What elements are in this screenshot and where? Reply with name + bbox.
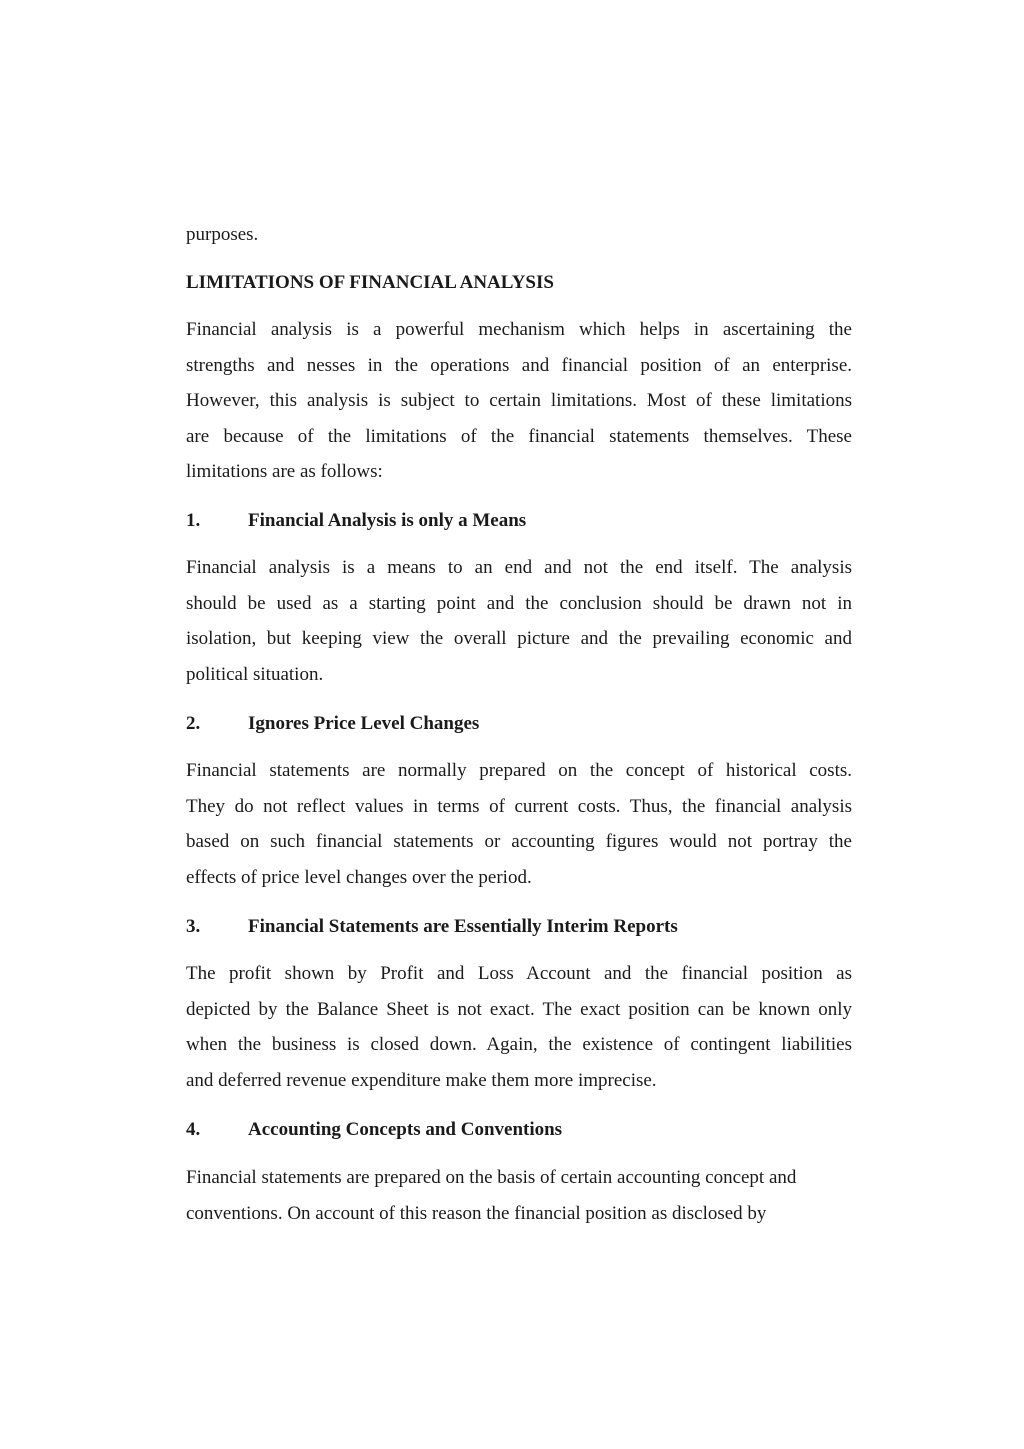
paragraph-line: are because of the limitations of the financial statements themselves. These bbox=[186, 425, 852, 447]
carry-over-text: purposes. bbox=[186, 224, 259, 245]
paragraph-line: However, this analysis is subject to certain limitations. Most of these limitations bbox=[186, 390, 852, 412]
section-number: 2. bbox=[186, 713, 201, 734]
paragraph-line: should be used as a starting point and the conclusion should be drawn not in bbox=[186, 592, 852, 614]
paragraph-line: Financial analysis is a powerful mechanism which helps in ascertaining the bbox=[186, 319, 852, 340]
section-title: Financial Analysis is only a Means bbox=[248, 510, 527, 531]
section-title: Financial Statements are Essentially Interim Reports bbox=[248, 916, 678, 937]
section-paragraph bbox=[186, 753, 852, 895]
section-heading bbox=[186, 503, 852, 539]
section-heading bbox=[186, 1112, 852, 1148]
page-title: LIMITATIONS OF FINANCIAL ANALYSIS bbox=[186, 272, 554, 293]
paragraph-line: Financial analysis is a means to an end and not the end itself. The analysis bbox=[186, 557, 852, 578]
section-heading bbox=[186, 706, 852, 742]
intro-paragraph bbox=[186, 312, 852, 490]
paragraph-line: and deferred revenue expenditure make them more imprecise. bbox=[186, 1069, 657, 1091]
section-heading bbox=[186, 909, 852, 945]
section-number: 3. bbox=[186, 916, 201, 937]
paragraph-line: They do not reflect values in terms of current costs. Thus, the financial analysis bbox=[186, 795, 852, 817]
paragraph-line: conventions. On account of this reason the financial position as disclosed by bbox=[186, 1202, 767, 1224]
paragraph-line: isolation, but keeping view the overall picture and the prevailing economic and bbox=[186, 628, 852, 650]
paragraph-line: effects of price level changes over the period. bbox=[186, 866, 532, 888]
paragraph-line: Financial statements are prepared on the basis of certain accounting concept and bbox=[186, 1167, 797, 1188]
section-paragraph bbox=[186, 550, 852, 692]
paragraph-line: Financial statements are normally prepared on the concept of historical costs. bbox=[186, 760, 852, 781]
paragraph-line: based on such financial statements or accounting figures would not portray the bbox=[186, 831, 852, 853]
paragraph-line: limitations are as follows: bbox=[186, 461, 383, 483]
paragraph-line: depicted by the Balance Sheet is not exact. The exact position can be known only bbox=[186, 998, 852, 1020]
section-title: Ignores Price Level Changes bbox=[248, 713, 480, 734]
section-number: 1. bbox=[186, 510, 201, 531]
paragraph-line: The profit shown by Profit and Loss Account and the financial position as bbox=[186, 963, 852, 984]
paragraph-line: when the business is closed down. Again, the existence of contingent liabilities bbox=[186, 1034, 852, 1056]
paragraph-line: strengths and nesses in the operations and financial position of an enterprise. bbox=[186, 354, 852, 376]
paragraph-line: political situation. bbox=[186, 663, 324, 685]
section-paragraph bbox=[186, 956, 852, 1098]
section-number: 4. bbox=[186, 1119, 201, 1140]
section-paragraph bbox=[186, 1160, 852, 1231]
section-title: Accounting Concepts and Conventions bbox=[248, 1119, 563, 1140]
